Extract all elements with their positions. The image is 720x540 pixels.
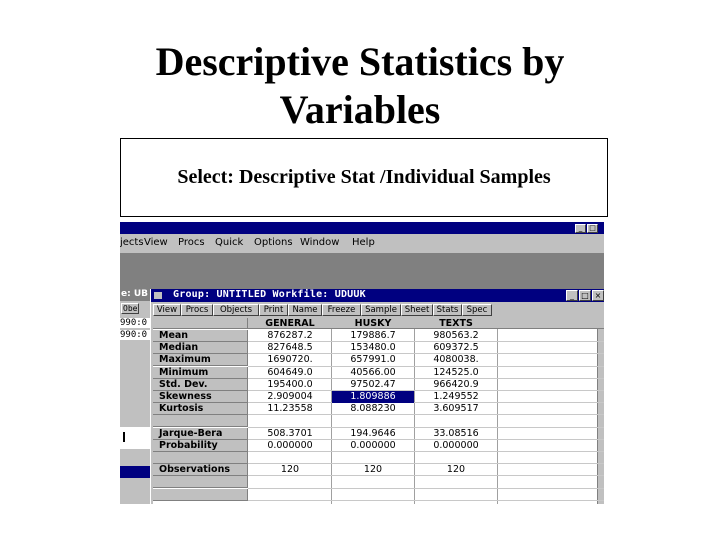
row-label: Minimum — [159, 366, 209, 378]
menu-help[interactable]: Help — [352, 237, 375, 248]
row-label-cell[interactable] — [153, 354, 248, 366]
stat-cell[interactable]: 120 — [446, 464, 466, 476]
toolbar-sample-button[interactable]: Sample — [361, 304, 401, 316]
menu-view[interactable]: View — [144, 237, 168, 248]
menu-jects[interactable]: jects — [120, 237, 144, 248]
stat-cell[interactable]: 179886.7 — [350, 330, 396, 341]
stat-cell[interactable]: 0.000000 — [267, 439, 313, 451]
stat-cell[interactable]: 966420.9 — [433, 378, 479, 390]
group-window[interactable] — [150, 289, 604, 504]
stat-cell[interactable]: 609372.5 — [433, 342, 479, 354]
window-menu-icon[interactable] — [154, 292, 162, 299]
row-label-header — [153, 318, 248, 329]
background-window[interactable] — [120, 289, 150, 504]
app-titlebar — [120, 222, 604, 234]
stat-cell[interactable]: 827648.5 — [267, 342, 313, 354]
row-label-cell[interactable] — [153, 379, 248, 391]
column-header-texts[interactable]: TEXTS — [439, 318, 473, 329]
row-label-cell[interactable] — [153, 391, 248, 403]
row-label: Jarque-Bera — [159, 427, 223, 439]
stat-cell[interactable]: 980563.2 — [433, 330, 479, 341]
row-label: Observations — [159, 464, 231, 476]
group-close-button[interactable]: × — [592, 290, 604, 301]
menu-quick[interactable]: Quick — [215, 237, 244, 248]
row-label-cell[interactable] — [153, 489, 248, 501]
stat-cell[interactable]: 97502.47 — [350, 378, 396, 390]
group-maximize-button[interactable]: □ — [579, 290, 591, 301]
row-label: Maximum — [159, 354, 211, 366]
stat-cell[interactable]: 508.3701 — [267, 427, 313, 439]
background-selection-bar — [120, 466, 150, 478]
slide-title-line1: Descriptive Statistics by — [155, 39, 565, 84]
stat-cell[interactable]: 40566.00 — [350, 366, 396, 378]
toolbar-procs-button[interactable]: Procs — [181, 304, 213, 316]
stat-cell[interactable]: 2.909004 — [267, 391, 313, 402]
row-label: Std. Dev. — [159, 378, 208, 390]
stat-cell[interactable]: 195400.0 — [267, 378, 313, 390]
stat-cell[interactable]: 1.249552 — [433, 391, 479, 402]
row-label-cell[interactable] — [153, 464, 248, 476]
stat-cell[interactable]: 1690720. — [267, 354, 313, 366]
background-obj-button[interactable]: Obe — [123, 304, 138, 313]
row-label: Median — [159, 342, 199, 354]
stat-cell[interactable]: 4080038. — [433, 354, 479, 366]
row-label: Kurtosis — [159, 403, 204, 415]
slide-title — [0, 38, 720, 134]
eviews-screenshot — [120, 222, 604, 504]
stat-cell[interactable]: 120 — [280, 464, 300, 476]
stats-sheet — [153, 318, 604, 504]
slide-title-line2: Variables — [279, 87, 441, 132]
row-label-cell[interactable] — [153, 452, 248, 464]
stat-cell[interactable]: 876287.2 — [267, 330, 313, 341]
row-label-cell[interactable] — [153, 476, 248, 488]
app-minimize-button[interactable]: _ — [575, 224, 586, 233]
row-label-cell[interactable] — [153, 415, 248, 427]
app-maximize-button[interactable]: □ — [587, 224, 598, 233]
row-label-cell[interactable] — [153, 403, 248, 415]
toolbar-stats-button[interactable]: Stats — [433, 304, 462, 316]
background-window-title: e: UB — [121, 289, 149, 299]
instruction-box — [120, 138, 608, 217]
column-header-row — [153, 318, 604, 329]
stat-cell[interactable]: 11.23558 — [267, 403, 313, 415]
app-menubar — [120, 234, 604, 253]
menu-options[interactable]: Options — [254, 237, 293, 248]
column-header-general[interactable]: GENERAL — [265, 318, 315, 329]
group-toolbar — [151, 303, 604, 317]
row-label-cell[interactable] — [153, 330, 248, 342]
toolbar-print-button[interactable]: Print — [259, 304, 288, 316]
toolbar-spec-button[interactable]: Spec — [462, 304, 492, 316]
background-input[interactable] — [120, 427, 150, 449]
row-label-cell[interactable] — [153, 342, 248, 354]
stat-cell[interactable]: 8.088230 — [350, 403, 396, 415]
stat-cell[interactable]: 0.000000 — [433, 439, 479, 451]
row-label-cell[interactable] — [153, 440, 248, 452]
stat-cell[interactable]: 33.08516 — [433, 427, 479, 439]
instruction-text: Select: Descriptive Stat /Individual Samples — [177, 166, 551, 188]
stat-cell[interactable]: 1.809886 — [332, 391, 414, 403]
toolbar-name-button[interactable]: Name — [288, 304, 322, 316]
stat-cell[interactable]: 124525.0 — [433, 366, 479, 378]
stat-cell[interactable]: 604649.0 — [267, 366, 313, 378]
background-row: 990:0 — [120, 330, 150, 340]
group-minimize-button[interactable]: _ — [566, 290, 578, 301]
toolbar-freeze-button[interactable]: Freeze — [322, 304, 361, 316]
stat-cell[interactable]: 657991.0 — [350, 354, 396, 366]
menu-procs[interactable]: Procs — [178, 237, 205, 248]
row-divider — [248, 500, 604, 501]
stat-cell[interactable]: 120 — [363, 464, 383, 476]
stat-cell[interactable]: 153480.0 — [350, 342, 396, 354]
stat-cell[interactable]: 3.609517 — [433, 403, 479, 415]
column-header-husky[interactable]: HUSKY — [354, 318, 392, 329]
group-window-title: Group: UNTITLED Workfile: UDUUK — [173, 289, 366, 300]
app-workspace — [120, 253, 604, 289]
toolbar-objects-button[interactable]: Objects — [213, 304, 259, 316]
row-label: Probability — [159, 439, 218, 451]
vertical-scrollbar[interactable] — [597, 329, 604, 504]
background-window-titlebar[interactable] — [120, 289, 150, 301]
row-label-cell[interactable] — [153, 428, 248, 440]
toolbar-sheet-button[interactable]: Sheet — [401, 304, 433, 316]
group-window-titlebar[interactable] — [151, 289, 604, 302]
column-divider — [497, 329, 498, 504]
row-label: Skewness — [159, 391, 212, 402]
menu-window[interactable]: Window — [300, 237, 340, 248]
row-divider — [248, 488, 604, 489]
row-label-cell[interactable] — [153, 367, 248, 379]
row-label: Mean — [159, 330, 189, 341]
stat-cell[interactable]: 0.000000 — [350, 439, 396, 451]
cursor-mark — [123, 432, 125, 442]
background-row: 990:0 — [120, 318, 150, 328]
toolbar-view-button[interactable]: View — [153, 304, 181, 316]
stat-cell[interactable]: 194.9646 — [350, 427, 396, 439]
